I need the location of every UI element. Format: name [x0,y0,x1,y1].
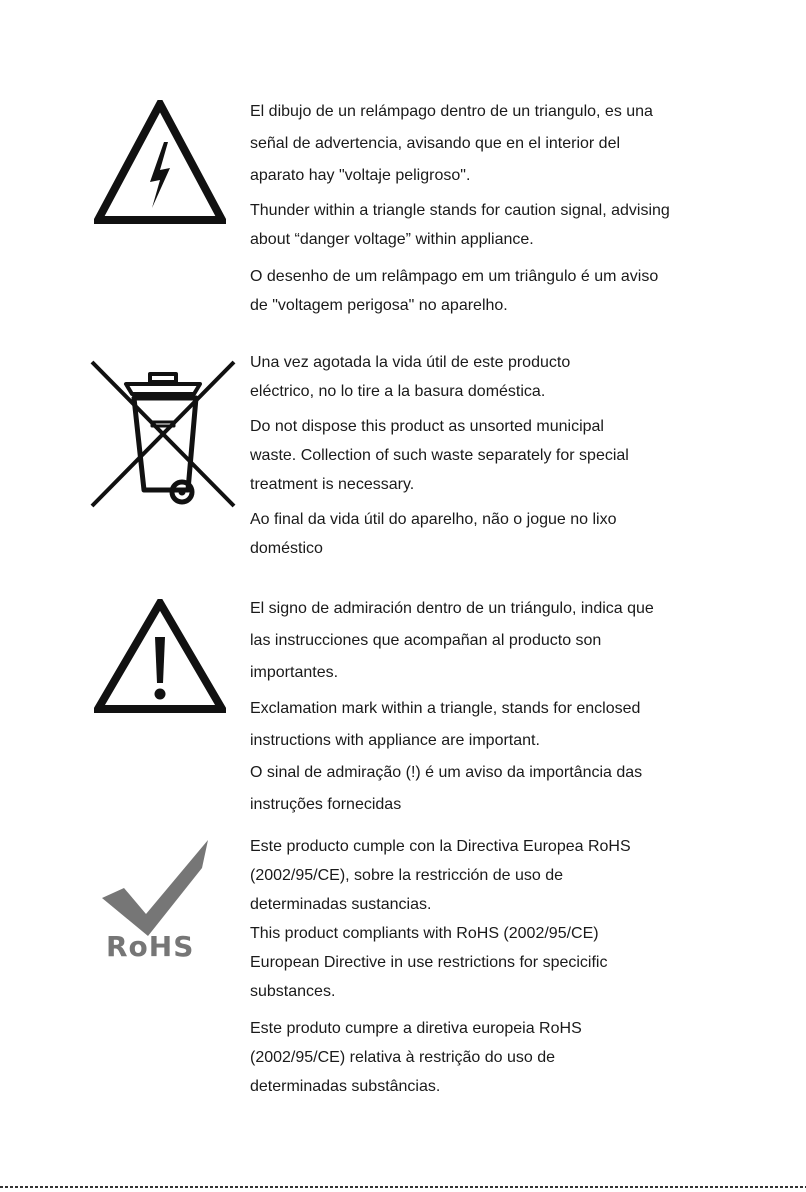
rohs-checkmark-icon [100,838,220,968]
line: (2002/95/CE), sobre la restricción de uso de [250,867,564,884]
line: doméstico [250,540,323,557]
line: O sinal de admiração (!) é um aviso da importância das [250,764,643,781]
line: (2002/95/CE) relativa à restrição do uso de [250,1049,556,1066]
lightning-warning-triangle-icon [94,100,226,224]
line: instruções fornecidas [250,796,402,813]
line: señal de advertencia, avisando que en el interior del [250,135,621,152]
line: Thunder within a triangle stands for caution signal, advising [250,202,670,219]
line: treatment is necessary. [250,476,415,493]
line: importantes. [250,664,339,681]
line: El signo de admiración dentro de un triángulo, indica que [250,600,654,617]
line: El dibujo de un relámpago dentro de un triangulo, es una [250,103,653,120]
line: Ao final da vida útil do aparelho, não o jogue no lixo [250,511,617,528]
exclamation-warning-triangle-icon [94,599,226,713]
line: determinadas sustancias. [250,896,432,913]
line: This product compliants with RoHS (2002/95/CE) [250,925,599,942]
line: O desenho de um relâmpago em um triângulo é um aviso [250,268,659,285]
line: Este producto cumple con la Directiva Europea RoHS [250,838,631,855]
rohs-label: RoHS [106,930,195,963]
line: Una vez agotada la vida útil de este producto [250,354,571,371]
section-text [250,96,770,320]
line: European Directive in use restrictions for specicific [250,954,608,971]
line: las instrucciones que acompañan al producto son [250,632,602,649]
line: Do not dispose this product as unsorted municipal [250,418,604,435]
line: aparato hay "voltaje peligroso". [250,167,471,184]
line: de "voltagem perigosa" no aparelho. [250,297,508,314]
section-text [250,593,770,821]
line: substances. [250,983,336,1000]
page-bottom-edge [0,1186,806,1188]
crossed-out-wheelie-bin-icon [90,358,240,508]
section-text [250,832,770,1101]
line: determinadas substâncias. [250,1078,441,1095]
line: Exclamation mark within a triangle, stands for enclosed [250,700,641,717]
line: instructions with appliance are important. [250,732,540,749]
line: eléctrico, no lo tire a la basura doméstica. [250,383,546,400]
line: waste. Collection of such waste separately for special [250,447,629,464]
line: Este produto cumpre a diretiva europeia RoHS [250,1020,582,1037]
section-text [250,348,770,563]
line: about “danger voltage” within appliance. [250,231,534,248]
